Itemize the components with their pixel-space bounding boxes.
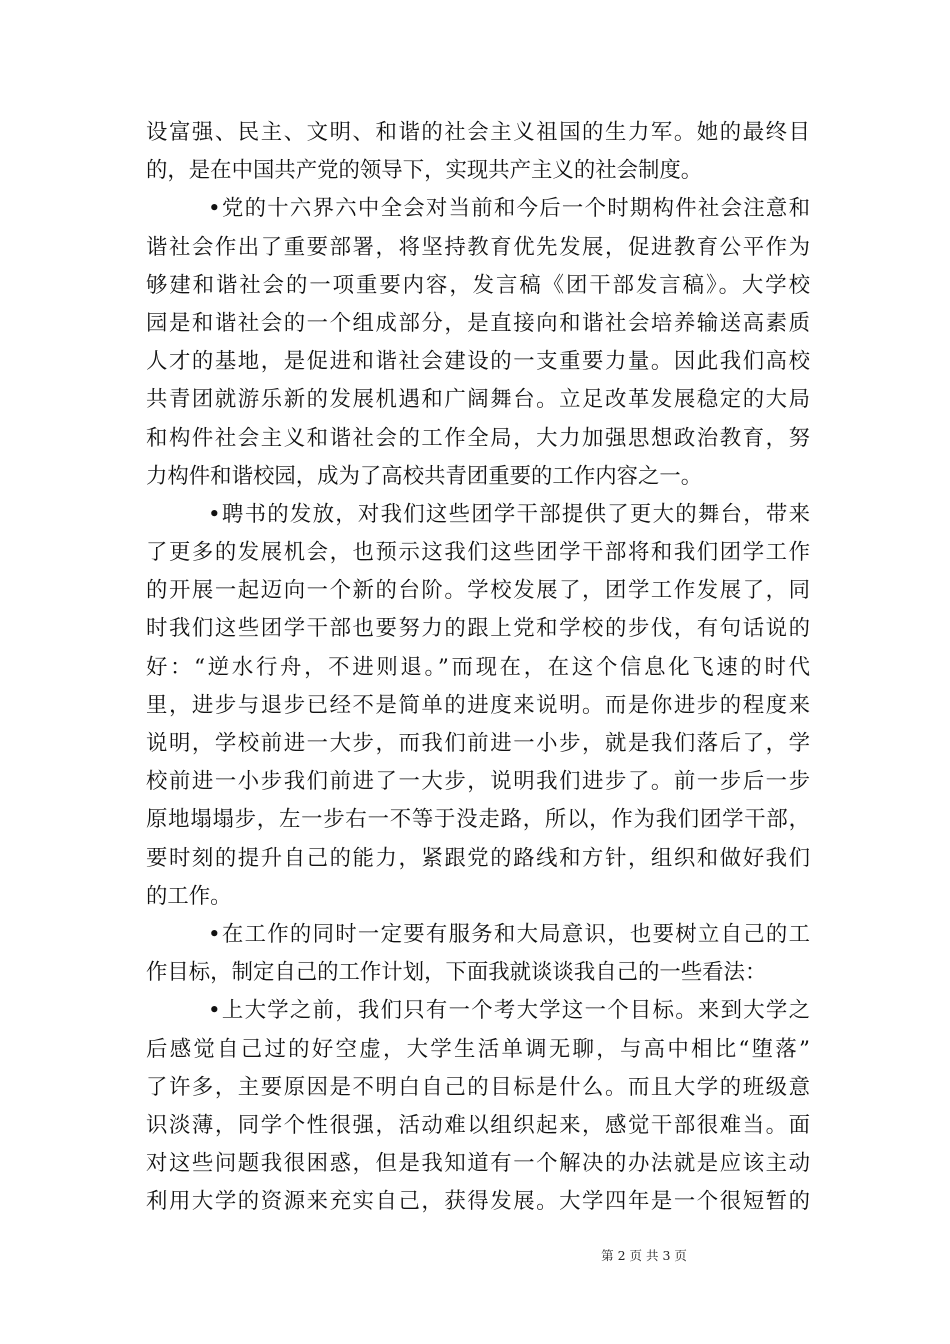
paragraph-1 (146, 114, 810, 190)
text-line: 作目标，制定自己的工作计划，下面我就谈谈我自己的一些看法： (146, 960, 767, 986)
text-line: 共青团就游乐新的发展机遇和广阔舞台。立足改革发展稳定的大局 (146, 387, 810, 413)
paragraph-3 (146, 496, 810, 916)
text-line: 利用大学的资源来充实自己，获得发展。大学四年是一个很短暂的 (146, 1189, 810, 1215)
text-line: 时我们这些团学干部也要努力的跟上党和学校的步伐，有句话说的 (146, 616, 810, 642)
text-line: 园是和谐社会的一个组成部分，是直接向和谐社会培养输送高素质 (146, 310, 810, 336)
text-line: 设富强、民主、文明、和谐的社会主义祖国的生力军。她的最终目 (146, 120, 810, 145)
text-line: •党的十六界六中全会对当前和今后一个时期构件社会注意和 (208, 196, 810, 222)
text-line: 要时刻的提升自己的能力，紧跟党的路线和方针，组织和做好我们 (146, 845, 810, 871)
text-line: 的，是在中国共产党的领导下，实现共产主义的社会制度。 (146, 158, 703, 184)
text-line: 里，进步与退步已经不是简单的进度来说明。而是你进步的程度来 (146, 692, 810, 718)
text-line: 了许多，主要原因是不明白自己的目标是什么。而且大学的班级意 (146, 1074, 810, 1100)
paragraph-4 (146, 916, 810, 992)
text-line: 说明，学校前进一大步，而我们前进一小步，就是我们落后了，学 (146, 731, 810, 756)
text-line: 够建和谐社会的一项重要内容，发言稿《团干部发言稿》。大学校 (146, 272, 810, 298)
document-body (146, 114, 810, 1221)
text-line: 的工作。 (146, 883, 232, 909)
text-line: •在工作的同时一定要有服务和大局意识，也要树立自己的工 (208, 921, 810, 947)
text-line: 校前进一小步我们前进了一大步，说明我们进步了。前一步后一步 (146, 769, 810, 795)
page-footer: 第 2 页 共 3 页 (601, 1248, 687, 1263)
text-line: 了更多的发展机会，也预示这我们这些团学干部将和我们团学工作 (146, 540, 810, 566)
text-line: 和构件社会主义和谐社会的工作全局，大力加强思想政治教育，努 (146, 425, 810, 451)
paragraph-2 (146, 190, 810, 496)
text-line: 谐社会作出了重要部署，将坚持教育优先发展，促进教育公平作为 (146, 234, 810, 260)
text-line: 好：“逆水行舟，不进则退。”而现在，在这个信息化飞速的时代 (146, 654, 810, 680)
text-line: 原地塌塌步，左一步右一不等于没走路，所以，作为我们团学干部， (146, 807, 810, 833)
text-line: 人才的基地，是促进和谐社会建设的一支重要力量。因此我们高校 (146, 349, 810, 375)
text-line: 对这些问题我很困惑，但是我知道有一个解决的办法就是应该主动 (146, 1151, 810, 1177)
paragraph-5 (146, 992, 810, 1221)
text-line: 的开展一起迈向一个新的台阶。学校发展了，团学工作发展了，同 (146, 578, 810, 604)
text-line: •上大学之前，我们只有一个考大学这一个目标。来到大学之 (208, 998, 810, 1024)
text-line: •聘书的发放，对我们这些团学干部提供了更大的舞台，带来 (208, 501, 810, 527)
text-line: 力构件和谐校园，成为了高校共青团重要的工作内容之一。 (146, 463, 703, 489)
text-line: 识淡薄，同学个性很强，活动难以组织起来，感觉干部很难当。面 (146, 1112, 810, 1138)
text-line: 后感觉自己过的好空虚，大学生活单调无聊，与高中相比“堕落” (146, 1036, 810, 1062)
